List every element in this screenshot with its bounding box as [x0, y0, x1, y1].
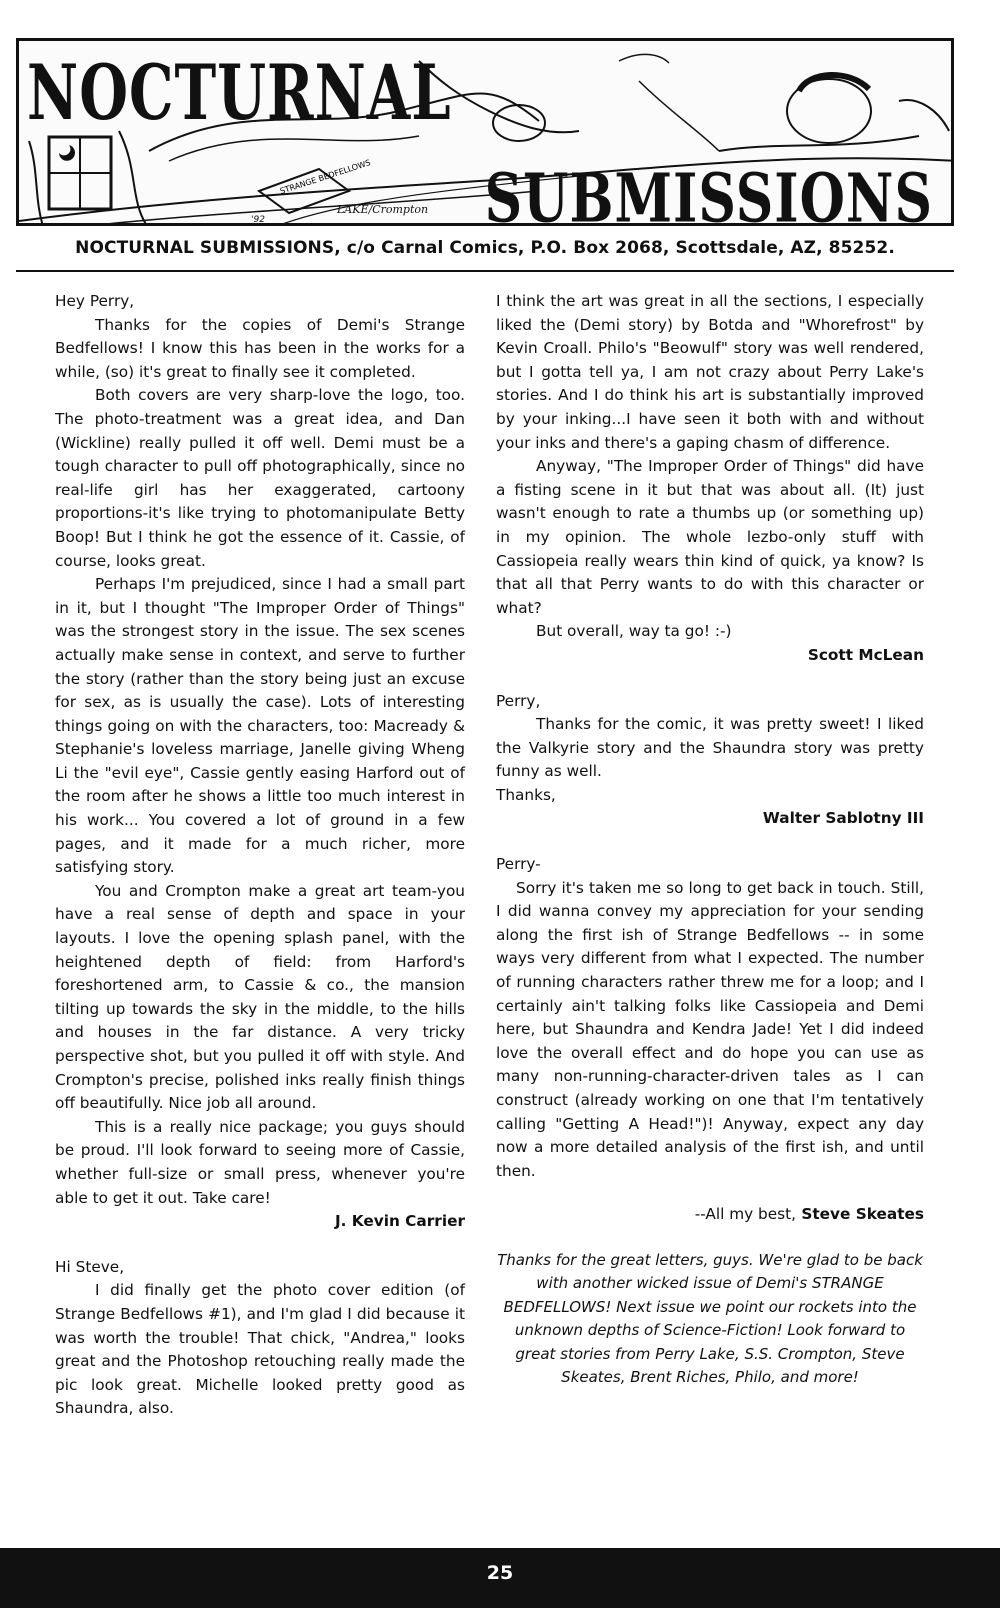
- letter-paragraph: You and Crompton make a great art team-you have a real sense of depth and space in your layouts. I love the opening splash panel, with the heightened depth of field: from Harford's foreshortened arm, to Cassie & co., the mansion tilting up towards the sky in the middle, to the hills and houses in the far distance. A very tricky perspective shot, but you pulled it off with style. And Crompton's precise, polished inks really finish things off beautifully. Nice job all around.: [55, 881, 465, 1113]
- book-cover-text: STRANGE BEDFELLOWS: [278, 158, 372, 196]
- letter-closing: Thanks,: [496, 785, 556, 804]
- letter-paragraph: Anyway, "The Improper Order of Things" did have a fisting scene in it but that was about all. (It) just wasn't enough to rate a thumbs up (or something up) in my opinion. The whole lezbo-only stuff with Cassiopeia really wears thin kind of quick, ya know? Is that all that Perry wants to do with this character or what?: [496, 457, 924, 617]
- letter-sign-lead: --All my best,: [694, 1205, 797, 1224]
- letter-greeting: Perry,: [496, 691, 541, 710]
- letter-skeates: [496, 853, 924, 1227]
- letter-signature: J. Kevin Carrier: [334, 1212, 465, 1231]
- letter-paragraph: Perhaps I'm prejudiced, since I had a small part in it, but I thought "The Improper Order of Things" was the strongest story in the issue. The sex scenes actually make sense in context, and serve to further the story (rather than the story being just an excuse for sex, as is usually the case). Lots of interesting things going on with the characters, too: Macready & Stephanie's loveless marriage, Janelle giving Wheng Li the "evil eye", Cassie gently easing Harford out of the room after he shows a little too much interest in his work... You covered a lot of ground in a few pages, and it made for a much richer, more satisfying story.: [55, 575, 465, 877]
- letter-signature: Scott McLean: [807, 645, 924, 664]
- letter-paragraph: I think the art was great in all the sections, I especially liked the (Demi story) by Botda and "Whorefrost" by Kevin Croall. Philo's "Beowulf" story was well rendered, but I gotta tell ya, I am not crazy about Perry Lake's stories. And I do think his art is substantially improved by your inking...I have seen it both with and without your inks and there's a gaping chasm of difference.: [496, 292, 924, 452]
- letter-paragraph: Thanks for the comic, it was pretty sweet! I liked the Valkyrie story and the Shaundra story was pretty funny as well.: [496, 715, 924, 781]
- letter-signature: Steve Skeates: [801, 1205, 924, 1224]
- letter-greeting: Hi Steve,: [55, 1257, 125, 1276]
- letter-greeting: Perry-: [496, 855, 541, 874]
- letter-paragraph: But overall, way ta go! :-): [536, 622, 732, 641]
- submission-address: NOCTURNAL SUBMISSIONS, c/o Carnal Comics, P.O. Box 2068, Scottsdale, AZ, 85252.: [75, 238, 895, 258]
- letter-sablotny: [496, 690, 924, 832]
- right-column: [496, 290, 924, 1390]
- letter-mclean-continued: [496, 290, 924, 668]
- logo-nocturnal: NOCTURNAL: [27, 49, 452, 139]
- letter-greeting: Hey Perry,: [55, 292, 135, 310]
- letter-carrier: [55, 290, 465, 1234]
- page-number: 25: [486, 1562, 514, 1584]
- letter-paragraph: This is a really nice package; you guys should be proud. I'll look forward to seeing more of Cassie, whether full-size or small press, whenever you're able to get it out. Take care!: [55, 1117, 465, 1207]
- letter-mclean-start: [55, 1256, 465, 1421]
- letter-paragraph: I did finally get the photo cover edition (of Strange Bedfellows #1), and I'm glad I did because it was worth the trouble! That chick, "Andrea," looks great and the Photoshop retouching really made the pic look great. Michelle looked pretty good as Shaundra, also.: [55, 1281, 465, 1418]
- header-divider: [16, 270, 954, 272]
- letter-paragraph: Sorry it's taken me so long to get back in touch. Still, I did wanna convey my appreciation for your sending along the first ish of Strange Bedfellows -- in some ways very different from what I expected. The number of running characters rather threw me for a loop; and I certainly ain't talking folks like Cassiopeia and Demi here, but Shaundra and Kendra Jade! Yet I did indeed love the overall effect and do hope you can use as many non-running-character-driven tales as I can construct (already working on one that I'm tentatively calling "Getting A Head!")! Anyway, expect any day now a more detailed analysis of the first ish, and until then.: [496, 878, 924, 1180]
- header-banner: [16, 38, 954, 226]
- letter-paragraph: Thanks for the copies of Demi's Strange Bedfellows! I know this has been in the works for a while, (so) it's great to finally see it completed.: [55, 315, 465, 381]
- letter-paragraph: Both covers are very sharp-love the logo, too. The photo-treatment was a great idea, and Dan (Wickline) really pulled it off well. Demi must be a tough character to pull off photographically, since no real-life girl has her exaggerated, cartoony proportions-it's like trying to photomanipulate Betty Boop! But I think he got the essence of it. Cassie, of course, looks great.: [55, 386, 465, 570]
- letter-signature: Walter Sablotny III: [762, 809, 924, 828]
- left-column: [55, 290, 465, 1421]
- art-year: '92: [251, 215, 265, 225]
- editor-note: Thanks for the great letters, guys. We're glad to be back with another wicked issue of Demi's STRANGE BEDFELLOWS! Next issue we point our rockets into the unknown depths of Science-Fiction! Look forward to great stories from Perry Lake, S.S. Crompton, Steve Skeates, Brent Riches, Philo, and more!: [497, 1250, 923, 1387]
- artist-signature: LAKE/Crompton: [337, 203, 429, 216]
- logo-submissions: SUBMISSIONS: [484, 159, 933, 226]
